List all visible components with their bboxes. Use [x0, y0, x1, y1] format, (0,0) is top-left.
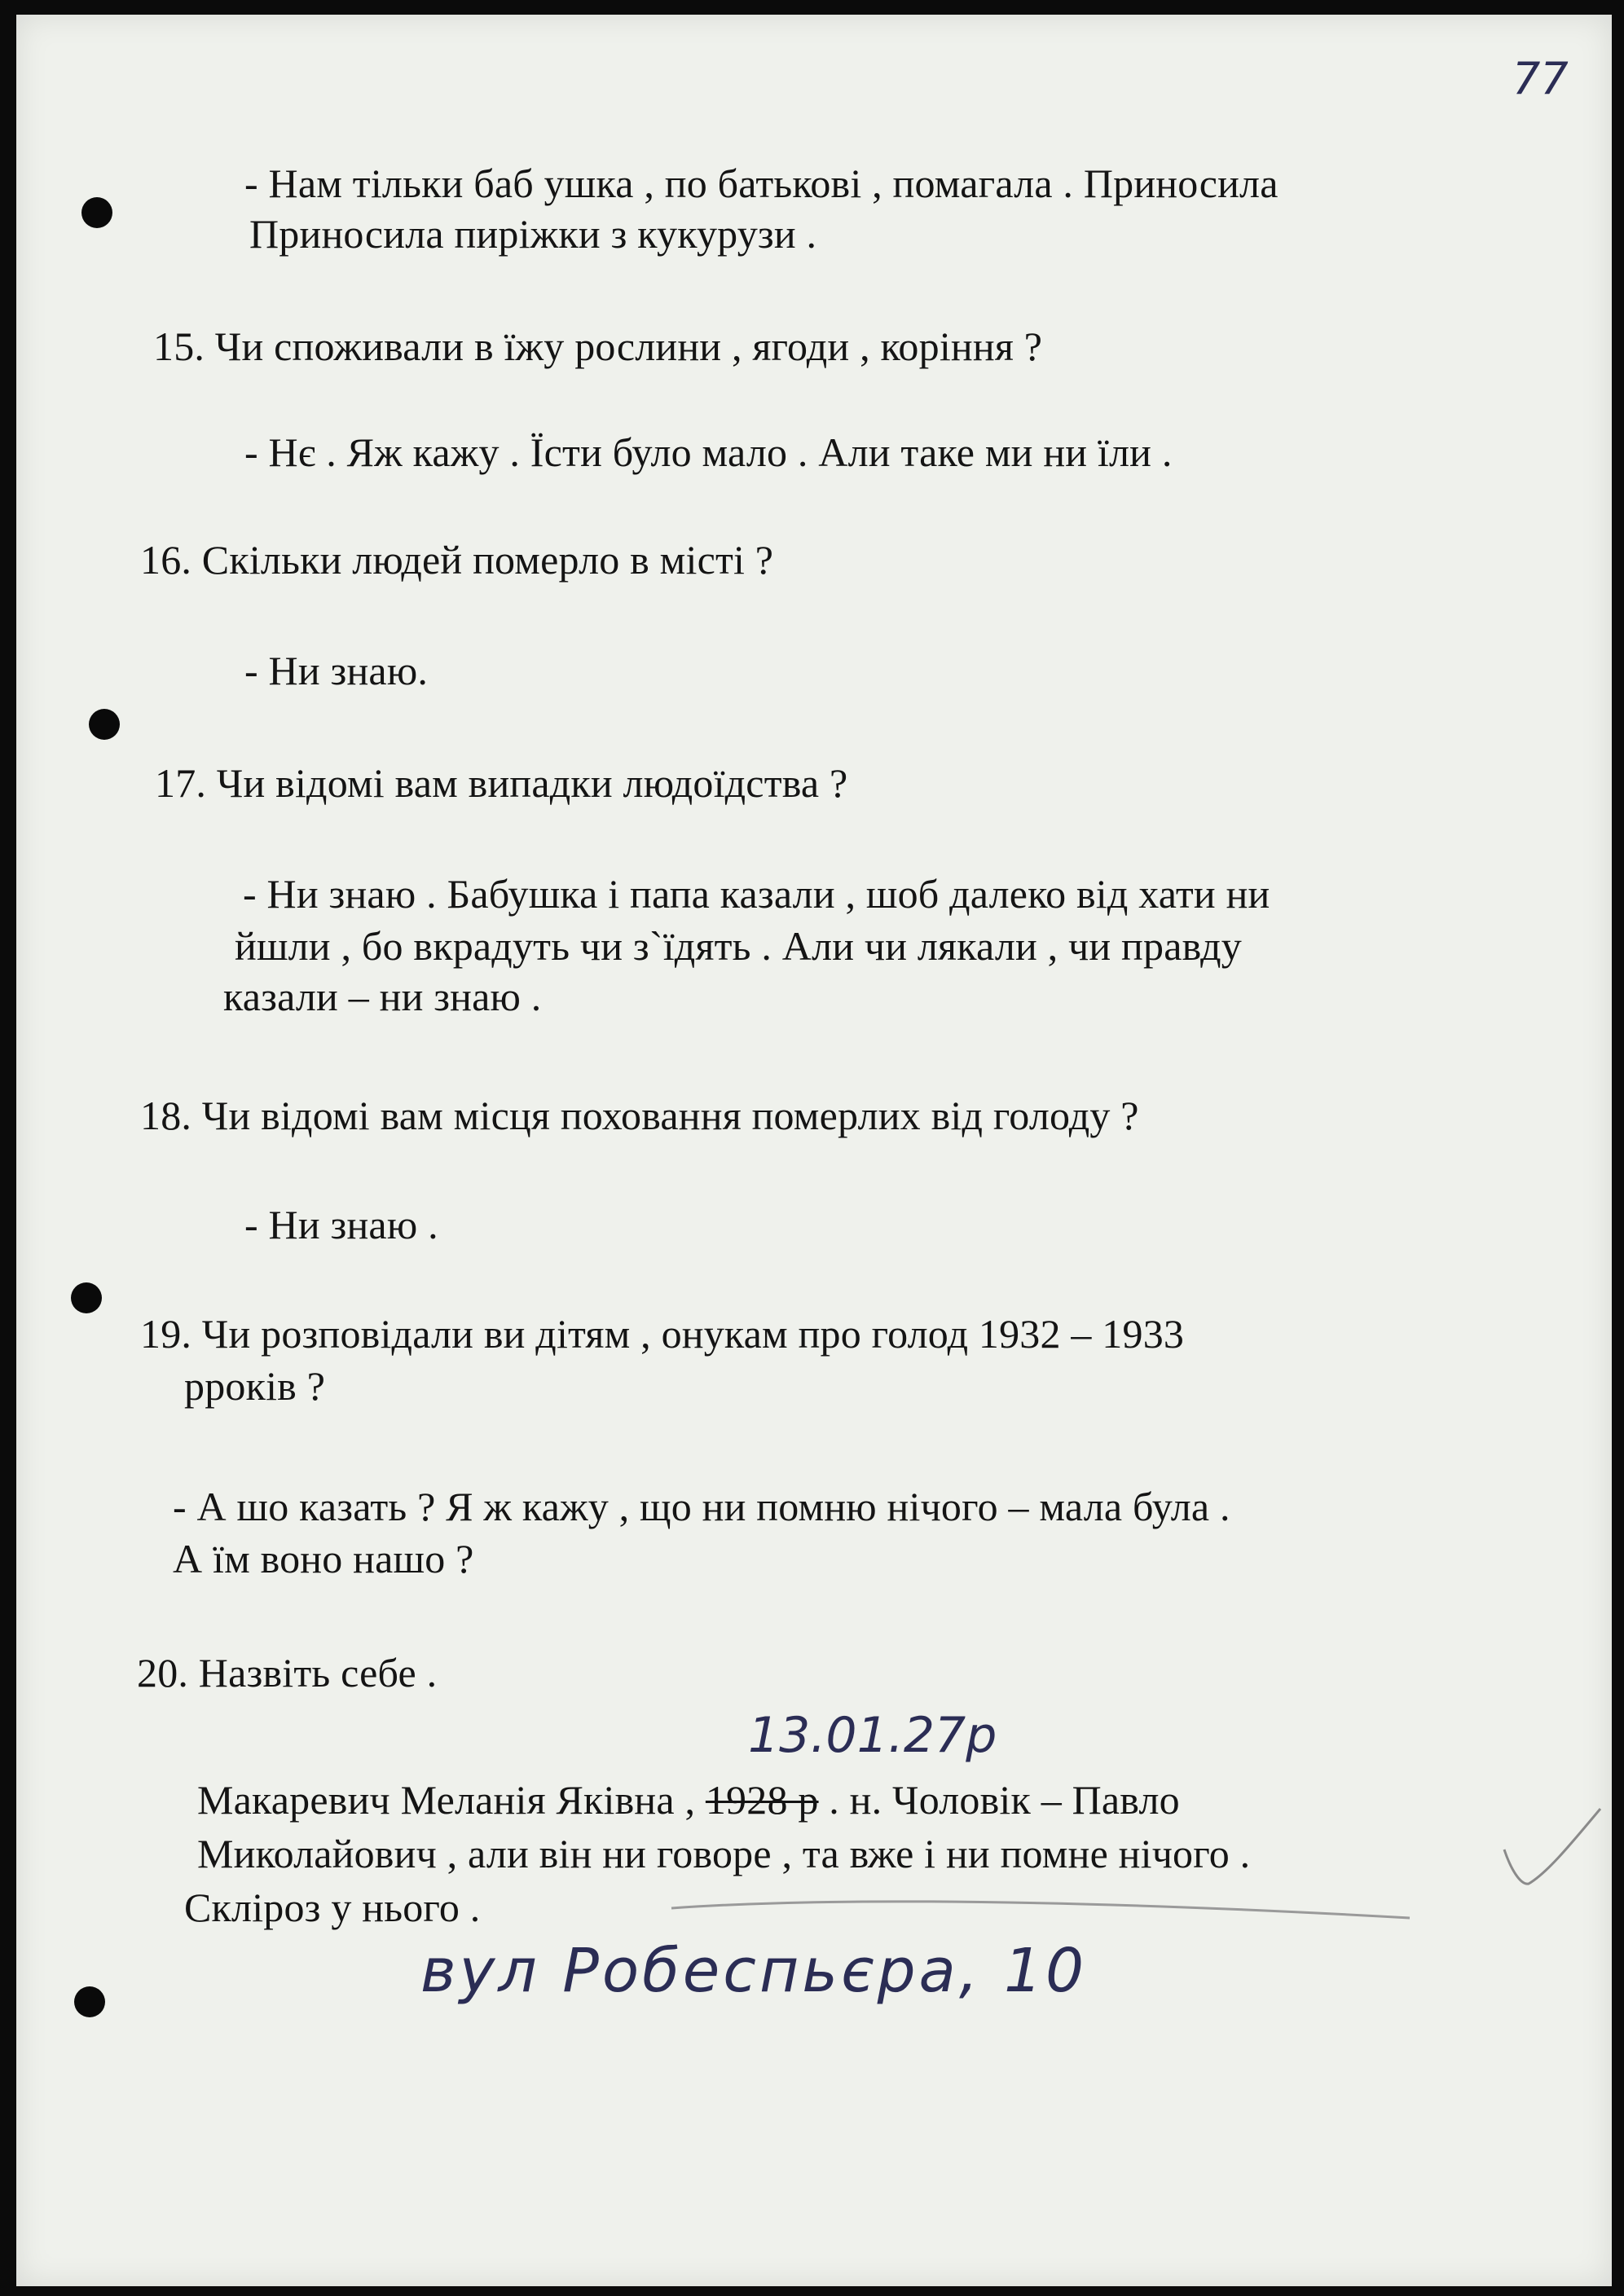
- answer-20-line-3: Скліроз у нього .: [184, 1885, 481, 1930]
- punch-hole-4: [74, 1986, 105, 2017]
- question-19-line-1: 19. Чи розповідали ви дітям , онукам про голод 1932 – 1933: [140, 1311, 1185, 1357]
- answer-20-name: Макаревич Меланія Яківна ,: [197, 1777, 706, 1823]
- pencil-underline: [668, 1889, 1418, 1921]
- document-page: [16, 15, 1612, 2286]
- answer-19-line-2: А їм воно нашо ?: [173, 1536, 474, 1581]
- answer-14-line-1: - Нам тільки баб ушка , по батькові , помагала . Приносила: [244, 161, 1279, 206]
- check-mark-icon: [1499, 1804, 1605, 1894]
- answer-20-spouse: . н. Чоловік – Павло: [818, 1777, 1180, 1823]
- answer-20-line-1: [197, 1777, 1180, 1823]
- question-16: 16. Скільки людей померло в місті ?: [140, 537, 774, 583]
- question-15: 15. Чи споживали в їжу рослини , ягоди , коріння ?: [153, 323, 1043, 369]
- punch-hole-3: [71, 1282, 102, 1313]
- answer-16-line-1: - Ни знаю.: [244, 648, 429, 693]
- punch-hole-1: [81, 197, 112, 228]
- answer-15-line-1: - Нє . Яж кажу . Їсти було мало . Али таке ми ни їли .: [244, 429, 1173, 475]
- struck-year: 1928 р: [705, 1777, 819, 1823]
- punch-hole-2: [89, 709, 120, 740]
- answer-17-line-3: казали – ни знаю .: [223, 974, 542, 1019]
- question-17: 17. Чи відомі вам випадки людоїдства ?: [155, 760, 848, 806]
- answer-19-line-1: - А шо казать ? Я ж кажу , що ни помню нічого – мала була .: [173, 1484, 1230, 1529]
- question-19-line-2: рроків ?: [184, 1363, 326, 1409]
- handwritten-address: вул Робеспьєра, 10: [420, 1936, 1088, 2006]
- answer-14-line-2: Приносила пиріжки з кукурузи .: [249, 211, 817, 257]
- answer-18-line-1: - Ни знаю .: [244, 1202, 438, 1247]
- handwritten-birth-date: 13.01.27р: [748, 1707, 997, 1764]
- page-number: 77: [1512, 53, 1569, 104]
- answer-20-line-2: Миколайович , али він ни говоре , та вже і ни помне нічого .: [197, 1831, 1251, 1876]
- question-20: 20. Назвіть себе .: [137, 1650, 438, 1696]
- answer-17-line-1: - Ни знаю . Бабушка і папа казали , шоб далеко від хати ни: [243, 871, 1270, 917]
- answer-17-line-2: йшли , бо вкрадуть чи з`їдять . Али чи лякали , чи правду: [235, 923, 1242, 969]
- question-18: 18. Чи відомі вам місця поховання померлих від голоду ?: [140, 1093, 1139, 1138]
